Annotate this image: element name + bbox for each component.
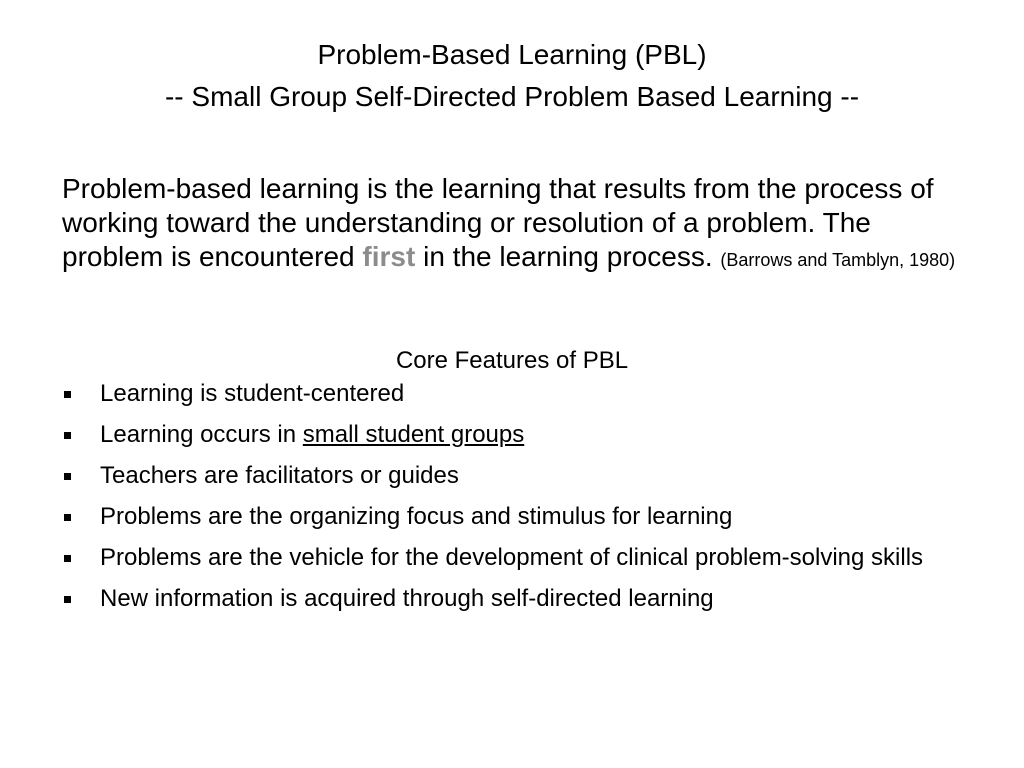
square-bullet-icon bbox=[64, 473, 71, 480]
feature-text: Problems are the vehicle for the development of clinical problem-solving skills bbox=[100, 544, 924, 571]
list-item bbox=[62, 421, 942, 449]
definition-paragraph bbox=[62, 172, 972, 277]
square-bullet-icon bbox=[64, 391, 71, 398]
definition-text-start: Problem-based learning is the learning that results from the process of working toward the understanding or resolution of a problem. The problem is encountered bbox=[62, 173, 934, 272]
square-bullet-icon bbox=[64, 432, 71, 439]
title-line-2: -- Small Group Self-Directed Problem Based Learning -- bbox=[164, 81, 860, 112]
list-item bbox=[62, 585, 942, 613]
features-list bbox=[62, 380, 942, 626]
definition-emphasis: first bbox=[362, 241, 416, 272]
title-line-1: Problem-Based Learning (PBL) bbox=[317, 39, 707, 70]
list-item bbox=[62, 380, 942, 408]
feature-text: Learning occurs in bbox=[100, 421, 303, 448]
feature-text: Teachers are facilitators or guides bbox=[100, 462, 459, 489]
features-heading: Core Features of PBL bbox=[395, 347, 629, 374]
square-bullet-icon bbox=[64, 555, 71, 562]
definition-text-end: in the learning process. bbox=[415, 241, 713, 272]
list-item bbox=[62, 544, 942, 572]
square-bullet-icon bbox=[64, 514, 71, 521]
list-item bbox=[62, 503, 942, 531]
definition-citation: (Barrows and Tamblyn, 1980) bbox=[720, 250, 956, 270]
feature-text: Learning is student-centered bbox=[100, 380, 405, 407]
feature-underlined-text: small student groups bbox=[302, 421, 525, 448]
square-bullet-icon bbox=[64, 596, 71, 603]
list-item bbox=[62, 462, 942, 490]
feature-text: Problems are the organizing focus and stimulus for learning bbox=[100, 503, 733, 530]
feature-text: New information is acquired through self-directed learning bbox=[100, 585, 714, 612]
slide-title bbox=[0, 34, 1024, 118]
